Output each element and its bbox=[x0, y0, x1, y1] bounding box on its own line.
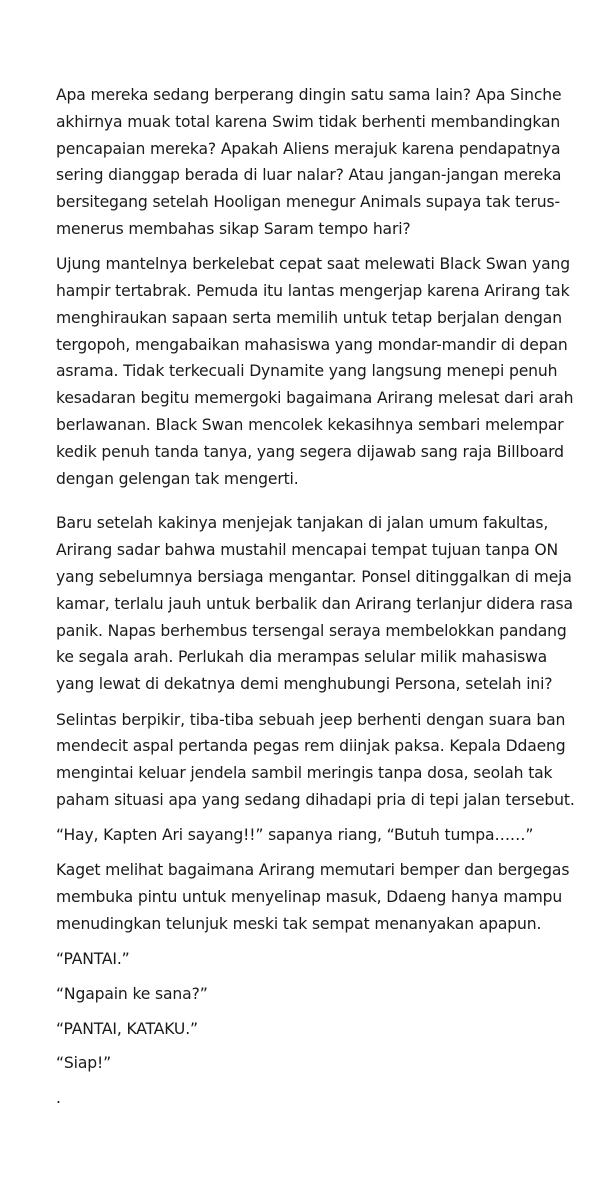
paragraph-3: Baru setelah kakinya menjejak tanjakan di jalan umum fakultas, Arirang sadar bahwa mustahil mencapai tempat tujuan tanpa ON yang sebelumnya bersiaga mengantar. Ponsel ditinggalkan di meja kamar, terlalu jauh untuk berbalik dan Arirang terlanjur didera rasa panik. Napas berhembus tersengal seraya membelokkan pandang ke segala arah. Perlukah dia merampas selular milik mahasiswa yang lewat di dekatnya demi menghubungi Persona, setelah ini? bbox=[56, 514, 573, 694]
body-text bbox=[56, 82, 576, 1120]
paragraph-1: Apa mereka sedang berperang dingin satu sama lain? Apa Sinche akhirnya muak total karena Swim tidak berhenti membandingkan pencapaian mereka? Apakah Aliens merajuk karena pendapatnya sering dianggap berada di luar nalar? Atau jangan-jangan mereka bersitegang setelah Hooligan menegur Animals supaya tak terus-menerus membahas sikap Saram tempo hari? bbox=[56, 86, 562, 238]
dialogue-line-3: “Ngapain ke sana?” bbox=[56, 984, 208, 1003]
dialogue-line-1: “Hay, Kapten Ari sayang!!” sapanya riang, “Butuh tumpa……” bbox=[56, 826, 534, 845]
paragraph-4: Selintas berpikir, tiba-tiba sebuah jeep berhenti dengan suara ban mendecit aspal pertanda pegas rem diinjak paksa. Kepala Ddaeng mengintai keluar jendela sambil meringis tanpa dosa, seolah tak paham situasi apa yang sedang dihadapi pria di tepi jalan tersebut. bbox=[56, 710, 575, 809]
scene-break-dot: . bbox=[56, 1089, 61, 1108]
dialogue-line-4: “PANTAI, KATAKU.” bbox=[56, 1019, 198, 1038]
dialogue-line-5: “Siap!” bbox=[56, 1054, 112, 1073]
paragraph-5: Kaget melihat bagaimana Arirang memutari bemper dan bergegas membuka pintu untuk menyelinap masuk, Ddaeng hanya mampu menudingkan telunjuk meski tak sempat menanyakan apapun. bbox=[56, 861, 570, 933]
paragraph-2: Ujung mantelnya berkelebat cepat saat melewati Black Swan yang hampir tertabrak. Pemuda itu lantas mengerjap karena Arirang tak menghiraukan sapaan serta memilih untuk tetap berjalan dengan tergopoh, mengabaikan mahasiswa yang mondar-mandir di depan asrama. Tidak terkecuali Dynamite yang langsung menepi penuh kesadaran begitu memergoki bagaimana Arirang melesat dari arah berlawanan. Black Swan mencolek kekasihnya sembari melempar kedik penuh tanda tanya, yang segera dijawab sang raja Billboard dengan gelengan tak mengerti. bbox=[56, 255, 574, 488]
dialogue-line-2: “PANTAI.” bbox=[56, 949, 130, 968]
